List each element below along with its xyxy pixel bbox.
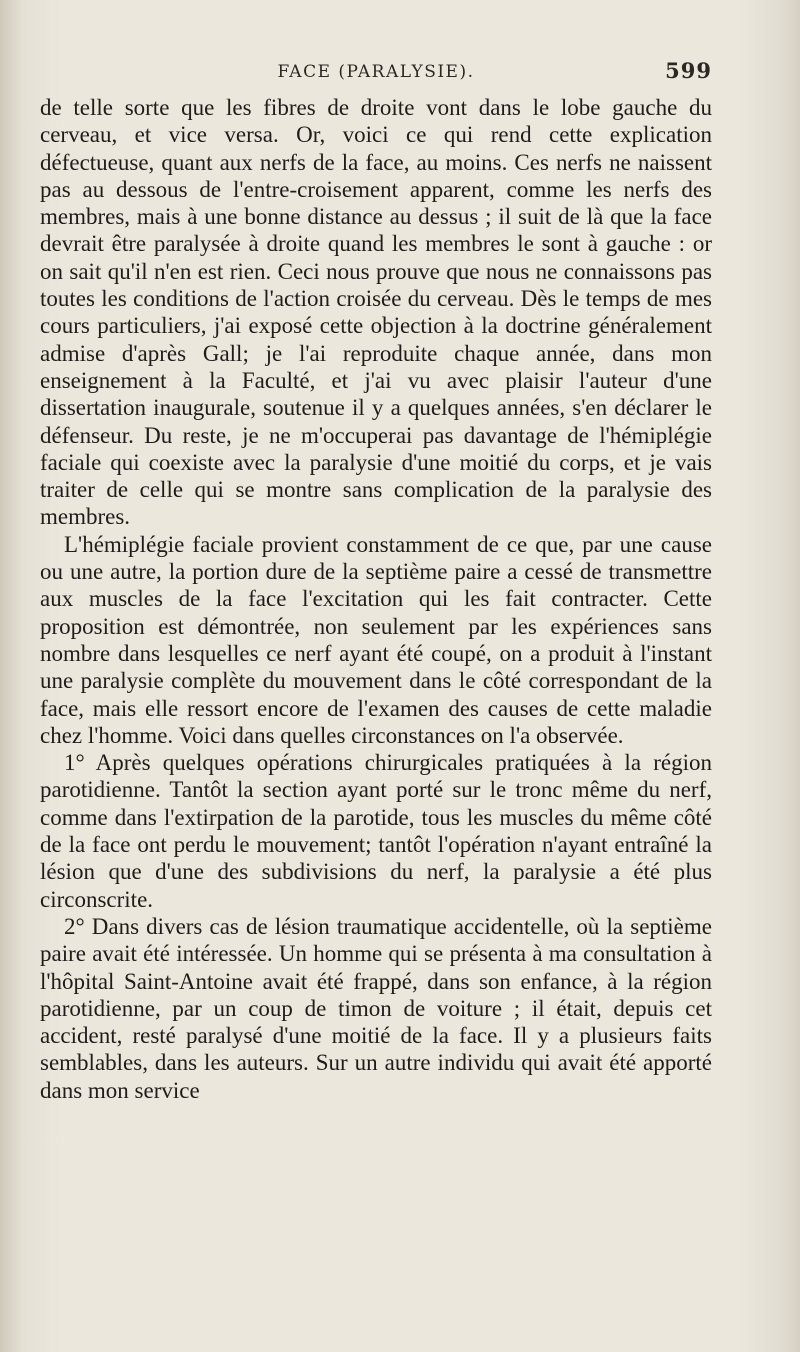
- paragraph-2: L'hémiplégie faciale provient constamment de ce que, par une cause ou une autre, la portion dure de la septième paire a cessé de transmettre aux muscles de la face l'excitation qui les fait contracter. Cette proposition est démontrée, non seulement par les expériences sans nombre dans lesquelles ce nerf ayant été coupé, on a produit à l'instant une paralysie complète du mouvement dans le côté correspondant de la face, mais elle ressort encore de l'examen des causes de cette maladie chez l'homme. Voici dans quelles circonstances on l'a observée.: [40, 531, 712, 748]
- paragraph-3: 1° Après quelques opérations chirurgicales pratiquées à la région parotidienne. Tantôt la section ayant porté sur le tronc même du nerf, comme dans l'extirpation de la parotide, tous les muscles du même côté de la face ont perdu le mouvement; tantôt l'opération n'ayant entraîné la lésion que d'une des subdivisions du nerf, la paralysie a été plus circonscrite.: [40, 750, 712, 912]
- page-number: 599: [665, 58, 712, 83]
- page-header: [40, 58, 712, 88]
- paragraph-4: 2° Dans divers cas de lésion traumatique accidentelle, où la septième paire avait été intéressée. Un homme qui se présenta à ma consultation à l'hôpital Saint-Antoine avait été frappé, dans son enfance, à la région parotidienne, par un coup de timon de voiture ; il était, depuis cet accident, resté paralysé d'une moitié de la face. Il y a plusieurs faits semblables, dans les auteurs. Sur un autre individu qui avait été apporté dans mon service: [40, 913, 712, 1103]
- paragraph-1: de telle sorte que les fibres de droite vont dans le lobe gauche du cerveau, et vice versa. Or, voici ce qui rend cette explication défectueuse, quant aux nerfs de la face, au moins. Ces nerfs ne naissent pas au dessous de l'entre-croisement apparent, comme les nerfs des membres, mais à une bonne distance au dessus ; il suit de là que la face devrait être paralysée à droite quand les membres le sont à gauche : or on sait qu'il n'en est rien. Ceci nous prouve que nous ne connaissons pas toutes les conditions de l'action croisée du cerveau. Dès le temps de mes cours particuliers, j'ai exposé cette objection à la doctrine généralement admise d'après Gall; je l'ai reproduite chaque année, dans mon enseignement à la Faculté, et j'ai vu avec plaisir l'auteur d'une dissertation inaugurale, soutenue il y a quelques années, s'en déclarer le défenseur. Du reste, je ne m'occuperai pas davantage de l'hémiplégie faciale qui coexiste avec la paralysie d'une moitié du corps, et je vais traiter de celle qui se montre sans complication de la paralysie des membres.: [40, 95, 712, 530]
- running-title: FACE (PARALYSIE).: [277, 62, 475, 82]
- body-text: [40, 94, 712, 1104]
